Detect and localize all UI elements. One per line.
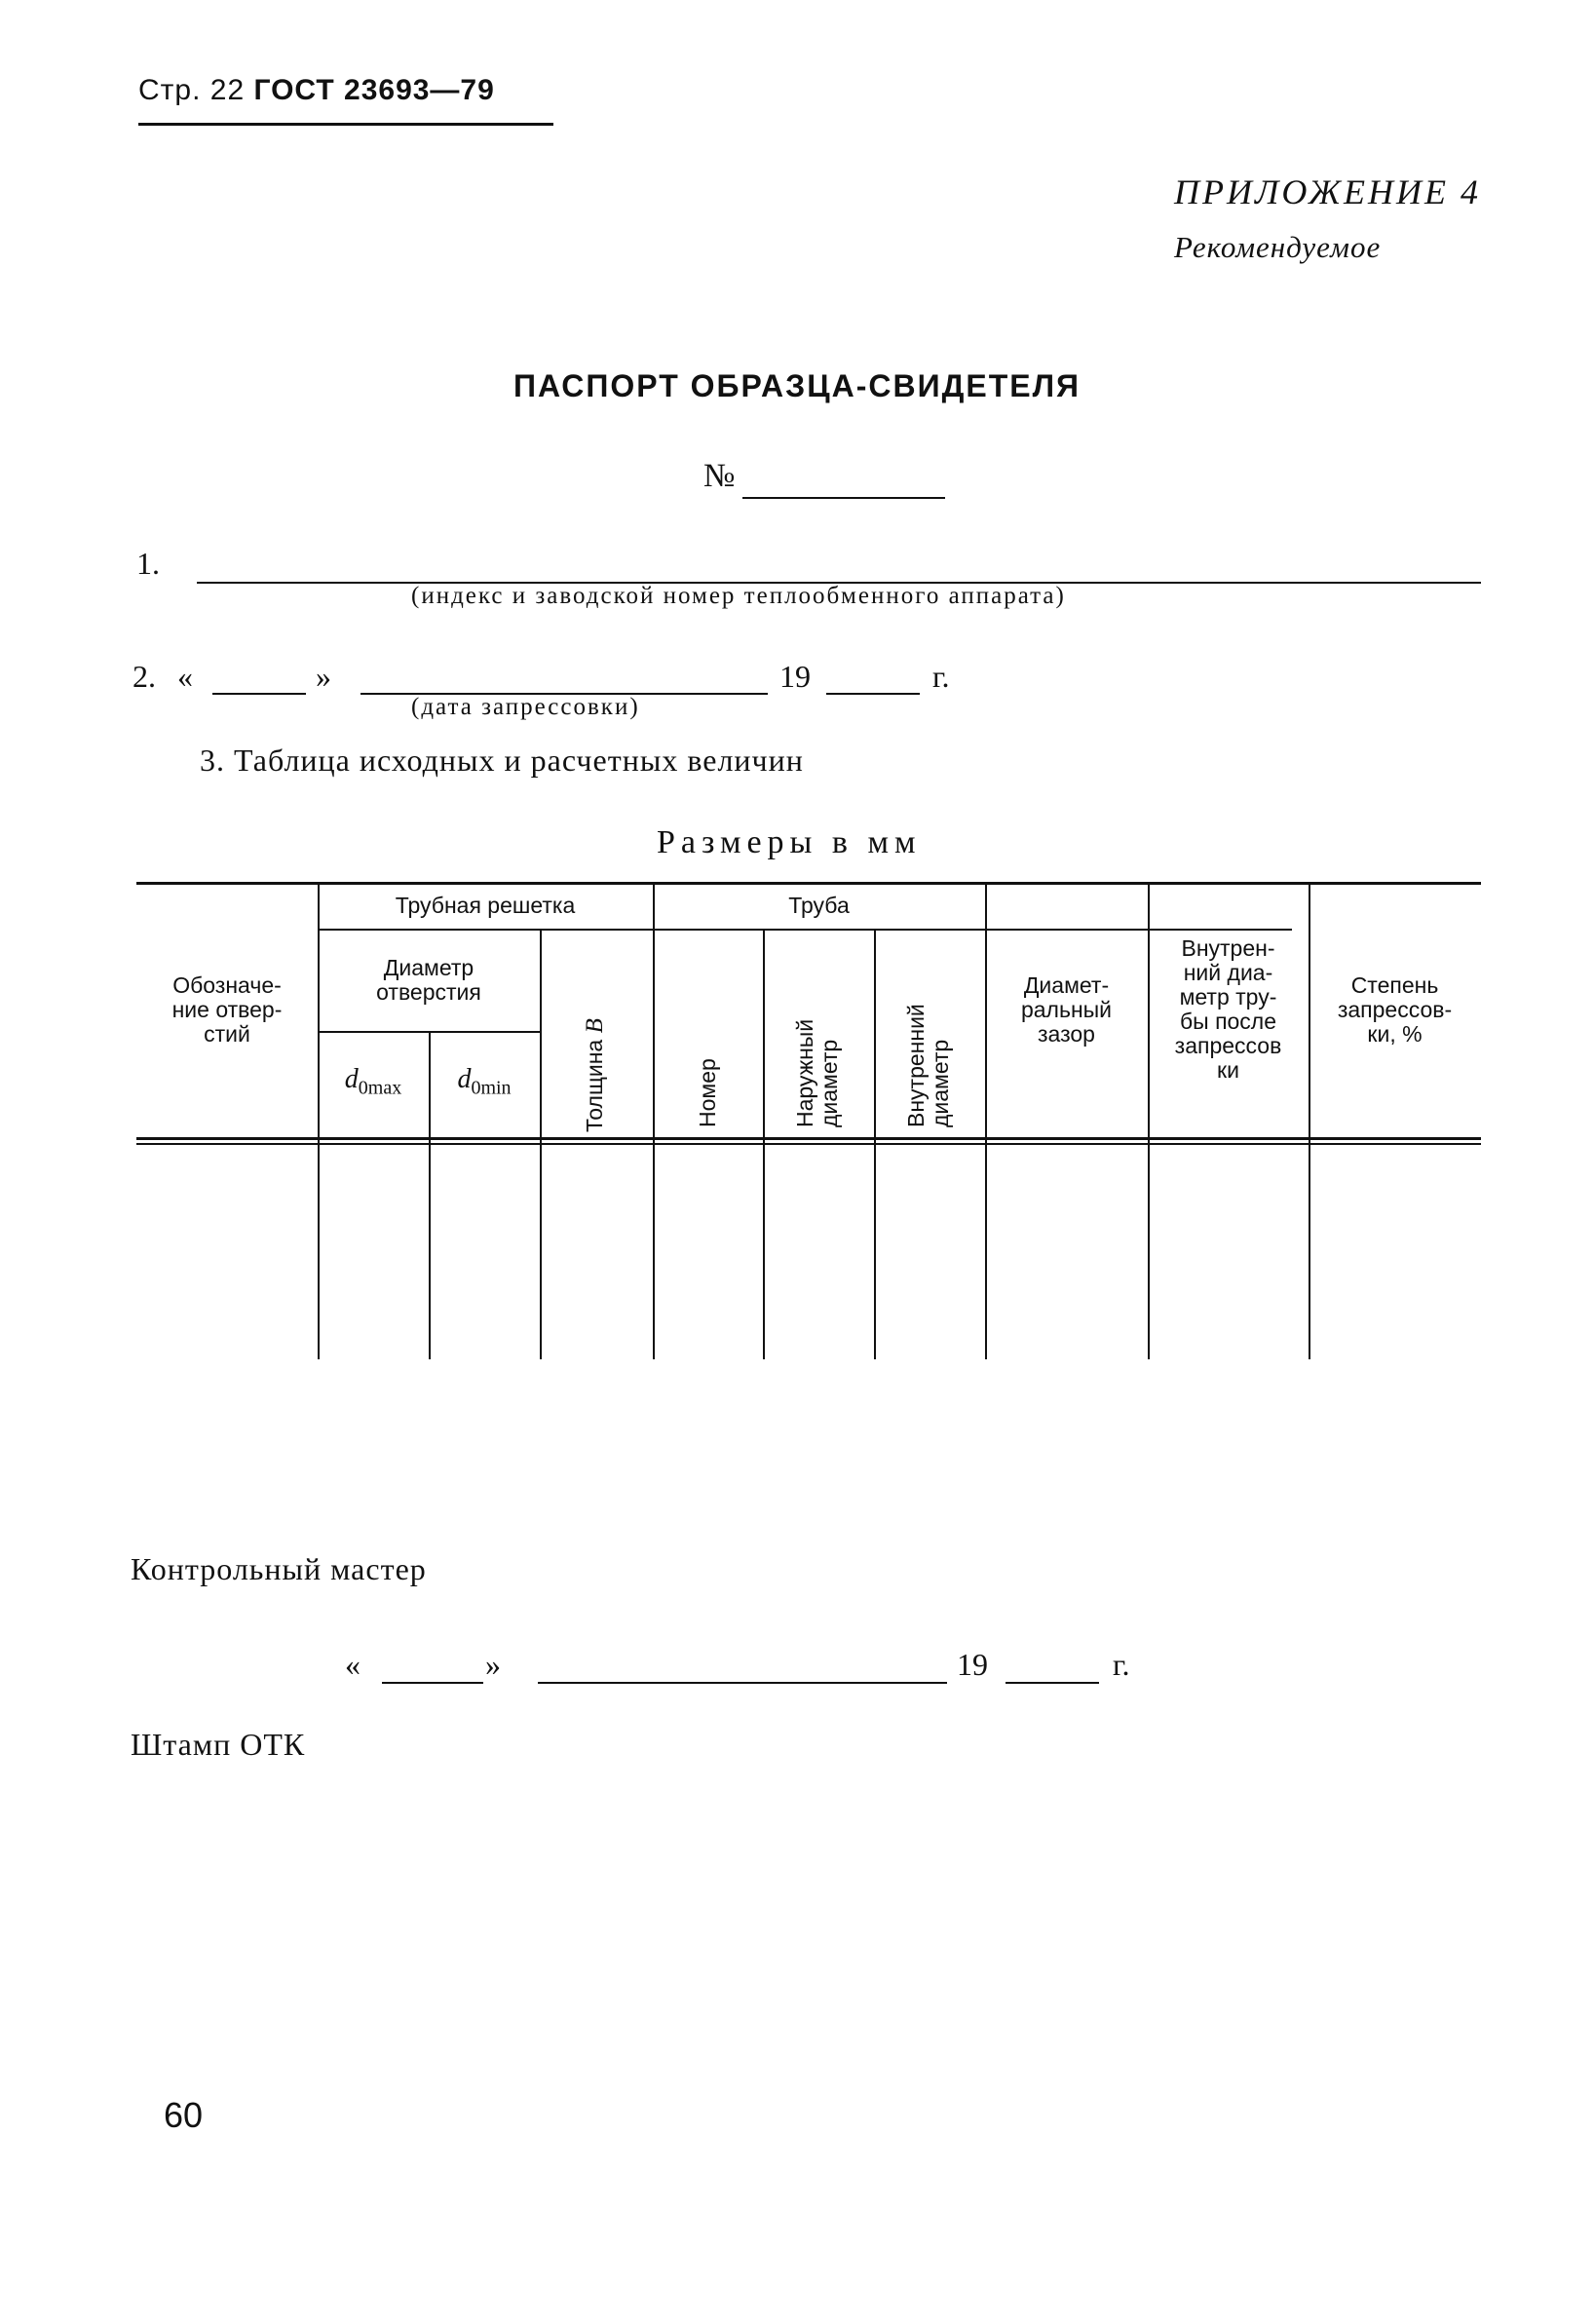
page-label: Стр. 22 [138,74,246,106]
header-d0min [429,1031,540,1137]
header-tube: Труба [788,892,850,918]
d0min-sub: 0min [471,1077,512,1099]
header-hole-diameter: Диаметр отверстия [376,954,481,1005]
page-number: 60 [164,2095,204,2135]
header-diametral-gap: Диамет- ральный зазор [1020,972,1113,1047]
sig-month-blank [538,1682,947,1684]
thickness-label: Толщина [582,1039,607,1132]
page-header [138,74,495,107]
header-bottom-rule-1 [136,1137,1481,1140]
header-d0max [318,1031,429,1137]
vline [540,929,542,1359]
sig-close-quote: » [485,1647,501,1682]
header-tube-sheet: Трубная решетка [395,892,576,918]
master-label: Контрольный мастер [131,1551,427,1586]
gost-number: ГОСТ 23693—79 [253,74,495,106]
item2-number: 2. [133,659,156,694]
table-units: Размеры в мм [657,824,922,860]
header-inner-diameter: Внутренний диаметр [903,1004,953,1127]
sig-year-blank [1006,1682,1099,1684]
sig-day-blank [382,1682,483,1684]
appendix-subtitle: Рекомендуемое [1174,230,1382,264]
sig-open-quote: « [345,1647,361,1682]
item2-open-quote: « [177,659,193,694]
header-designation: Обозначе- ние отвер- стий [171,972,283,1047]
header-bottom-rule-2 [136,1143,1481,1145]
item1-number: 1. [136,546,160,581]
vline [763,929,765,1359]
item2-year-prefix: 19 [779,659,811,694]
header-inner-after: Внутрен- ний диа- метр тру- бы после запрессов ки [1174,935,1282,1083]
appendix-title: ПРИЛОЖЕНИЕ 4 [1174,172,1481,211]
sig-year-prefix: 19 [957,1647,988,1682]
document-title: ПАСПОРТ ОБРАЗЦА-СВИДЕТЕЛЯ [512,368,1082,403]
thickness-symbol: B [582,1018,608,1034]
item2-close-quote: » [316,659,331,694]
vline [653,882,655,1359]
header-outer-diameter: Наружный диаметр [792,1018,842,1127]
header-rule [138,123,553,126]
number-sign: № [703,458,736,494]
item2-caption: (дата запрессовки) [411,694,640,720]
stamp-label: Штамп ОТК [131,1727,306,1762]
item3-text: 3. Таблица исходных и расчетных величин [200,743,804,778]
item2-year-suffix: г. [932,659,950,694]
header-thickness [583,1018,607,1132]
item2-day-blank [212,693,306,695]
item1-caption: (индекс и заводской номер теплообменного аппарата) [411,583,1066,609]
sig-year-suffix: г. [1113,1647,1130,1682]
d0max-sub: 0max [358,1077,402,1099]
d0min-symbol: d [457,1064,472,1095]
item2-year-blank [826,693,920,695]
d0max-symbol: d [344,1064,359,1095]
header-degree: Степень запрессов- ки, % [1337,972,1453,1047]
header-number: Номер [695,1058,720,1127]
vline [874,929,876,1359]
number-blank [742,497,945,499]
data-table [136,882,1481,1359]
